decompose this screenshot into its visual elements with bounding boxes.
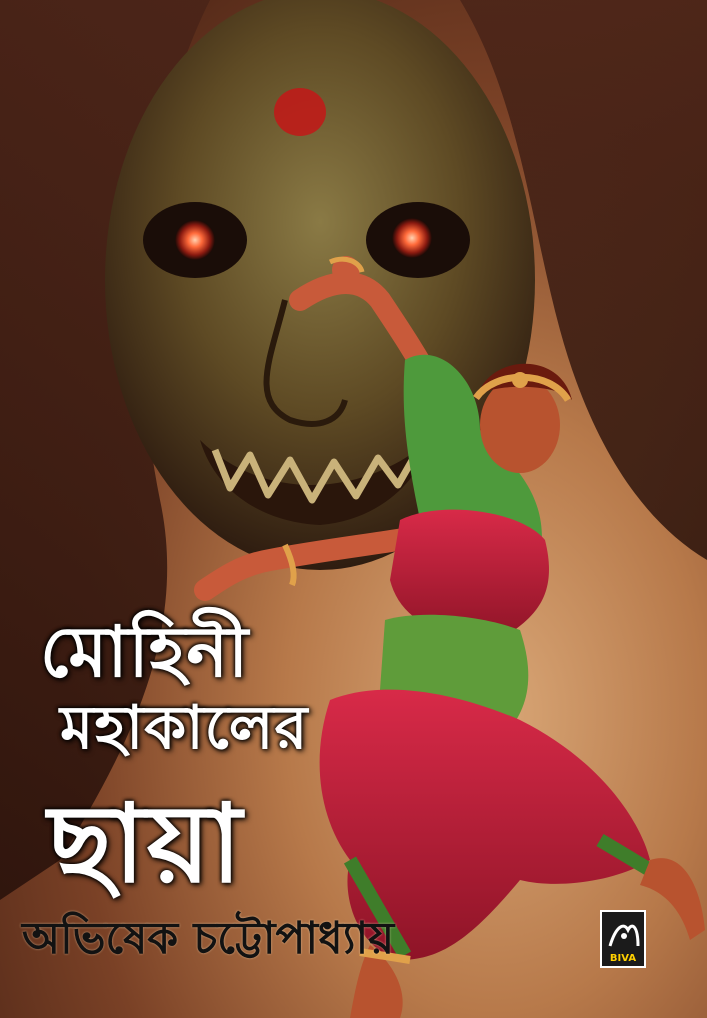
publisher-logo [600, 910, 646, 968]
publisher-logo-text: BIVA [609, 953, 637, 964]
book-title-line-3: ছায়া [48, 782, 244, 907]
book-title-line-1: মোহিনী [40, 611, 250, 693]
publisher-logo-icon [606, 916, 642, 952]
book-title-line-2: মহাকালের [60, 693, 309, 763]
author-name: অভিষেক চট্টোপাধ্যায় [22, 913, 395, 964]
